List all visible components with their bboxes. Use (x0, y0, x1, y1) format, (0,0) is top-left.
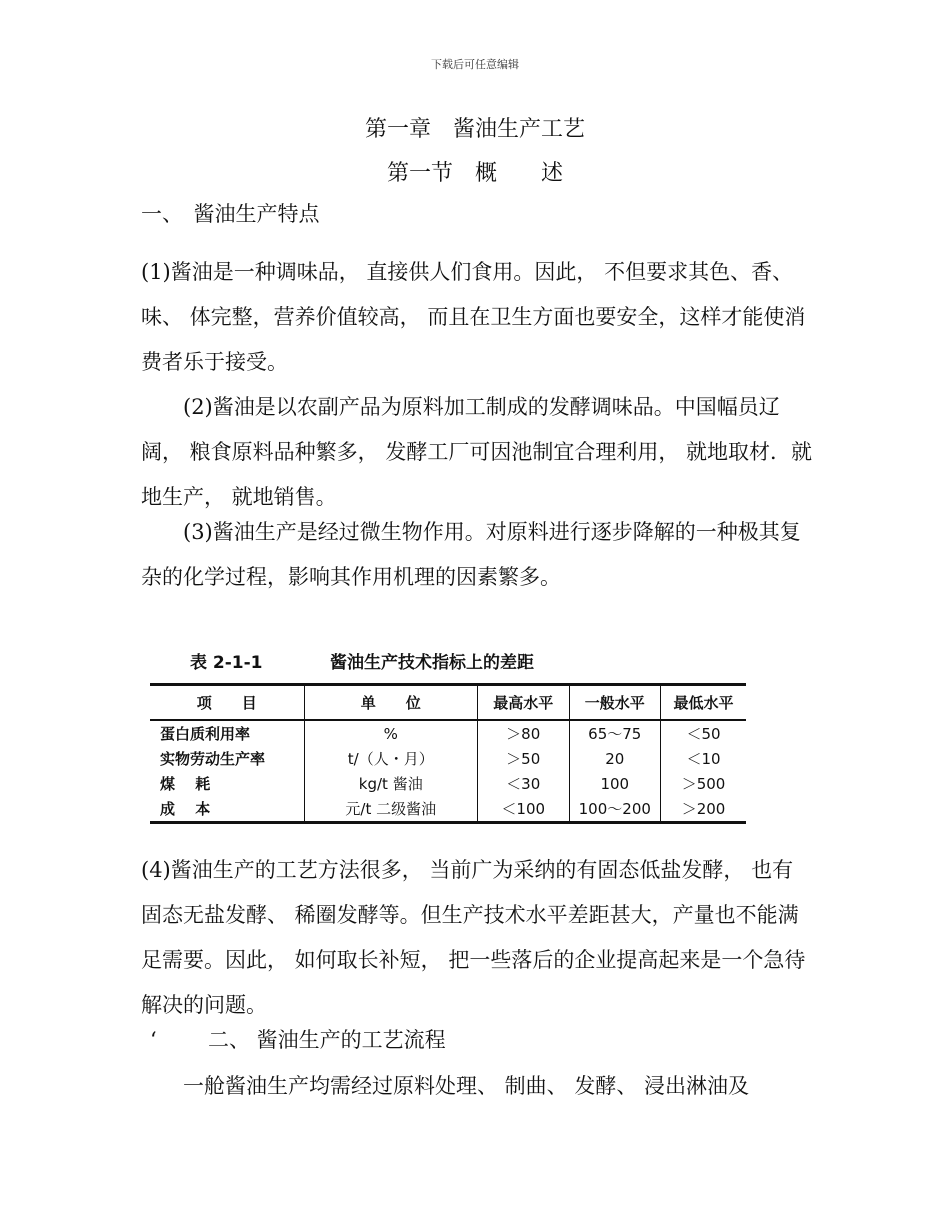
table-cell: ＞200 (661, 796, 746, 823)
paragraph-1: (1)酱油是一种调味品， 直接供人们食用。因此， 不但要求其色、香、 味、 体完整，营养价值较高， 而且在卫生方面也要安全，这样才能使消费者乐于接受。 (141, 260, 806, 374)
table-header-cell: 一般水平 (569, 685, 661, 721)
table-cell: 65～75 (569, 720, 661, 746)
table-cell: 100～200 (569, 796, 661, 823)
heading-production-features: 一、 酱油生产特点 (141, 202, 320, 226)
chapter-title: 第一章 酱油生产工艺 (364, 117, 585, 142)
table-cell: % (304, 720, 477, 746)
table-header-cell: 最高水平 (477, 685, 569, 721)
table-number: 表 2-1-1 (190, 653, 263, 673)
table-cell: ＞80 (477, 720, 569, 746)
table-cell: ＞50 (477, 746, 569, 771)
table-header-row (150, 685, 746, 721)
paragraph-3: (3)酱油生产是经过微生物作用。对原料进行逐步降解的一种极其复杂的化学过程，影响其作用机理的因素繁多。 (141, 520, 801, 589)
table-cell: ＜100 (477, 796, 569, 823)
section-title: 第一节 概 述 (386, 161, 563, 186)
stray-mark: ‘ (150, 1028, 157, 1052)
table-header-cell: 最低水平 (661, 685, 746, 721)
page-header: 下载后可任意编辑 (431, 58, 519, 71)
table-cell: ＜30 (477, 771, 569, 796)
table-cell: 煤 耗 (160, 775, 211, 793)
table-cell: 蛋白质利用率 (160, 725, 251, 743)
table-caption (150, 648, 750, 674)
heading-process-flow (150, 1024, 446, 1054)
table-header-cell: 项 目 (150, 685, 304, 721)
table-cell: kg/t 酱油 (304, 771, 477, 796)
table-title: 酱油生产技术指标上的差距 (330, 653, 534, 673)
table-header-cell: 单 位 (304, 685, 477, 721)
table-cell: ＞500 (661, 771, 746, 796)
paragraph-4: (4)酱油生产的工艺方法很多， 当前广为采纳的有固态低盐发酵， 也有固态无盐发酵、 稀圈发酵等。但生产技术水平差距甚大，产量也不能满足需要。因此， 如何取长补短， 把一些落后的企业提高起来是一个急待解决的问题。 (141, 858, 806, 1017)
table-cell: t/（人・月） (304, 746, 477, 771)
table-row (150, 796, 746, 823)
indicator-table (150, 683, 746, 824)
heading-process-flow-text: 二、 酱油生产的工艺流程 (208, 1028, 446, 1052)
table-cell: 20 (569, 746, 661, 771)
table-cell: 成 本 (150, 796, 304, 823)
table-cell: ＜10 (661, 746, 746, 771)
table-row (150, 771, 746, 796)
table-cell: 100 (569, 771, 661, 796)
table-cell: ＜50 (661, 720, 746, 746)
table-row (150, 746, 746, 771)
paragraph-2: (2)酱油是以农副产品为原料加工制成的发酵调味品。中国幅员辽阔， 粮食原料品种繁多， 发酵工厂可因池制宜合理利用， 就地取材．就地生产， 就地销售。 (141, 395, 813, 509)
table-row (150, 720, 746, 746)
table-cell: 元/t 二级酱油 (304, 796, 477, 823)
table-cell: 实物劳动生产率 (160, 750, 266, 768)
paragraph-5: 一舱酱油生产均需经过原料处理、 制曲、 发酵、 浸出淋油及 (183, 1074, 750, 1098)
